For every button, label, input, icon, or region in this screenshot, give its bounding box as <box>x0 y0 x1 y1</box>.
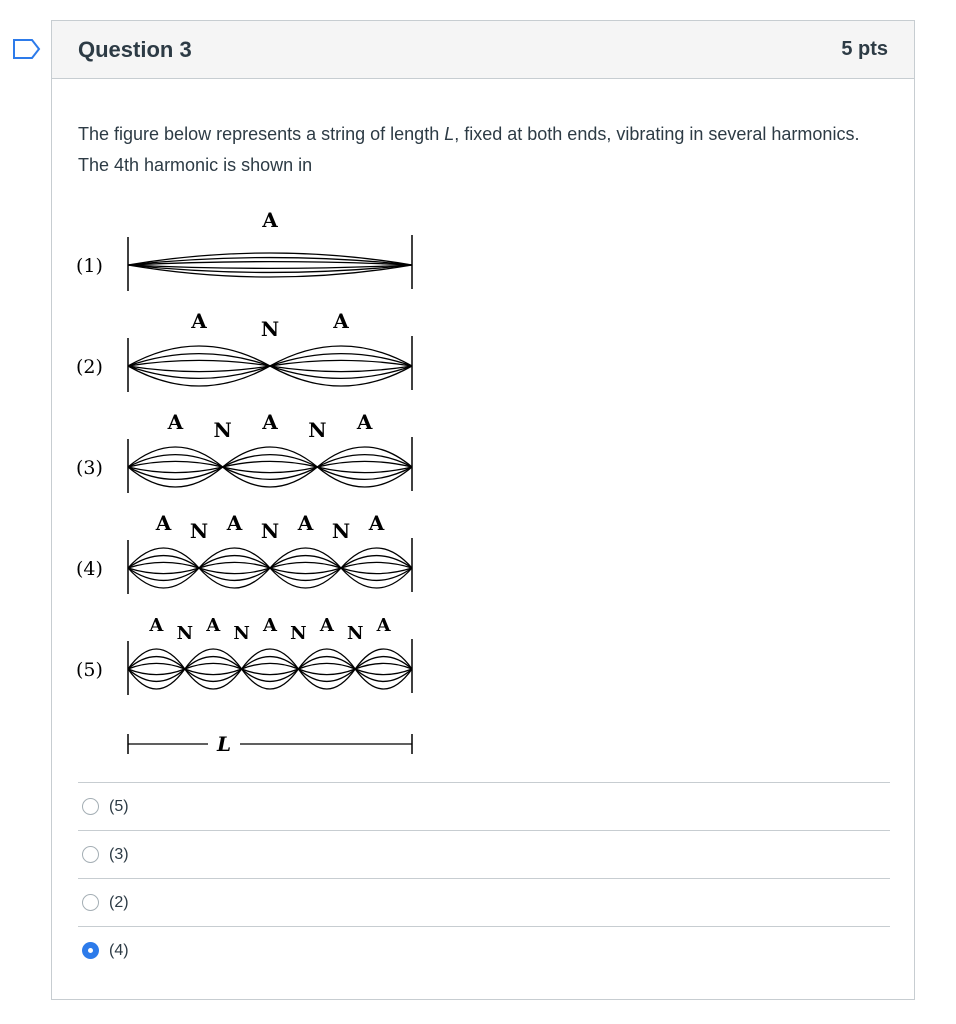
antinode-marker: A <box>167 410 184 434</box>
answer-label: (5) <box>109 797 129 815</box>
answer-label: (4) <box>109 941 129 959</box>
node-marker: N <box>308 418 327 442</box>
antinode-marker: A <box>368 511 385 535</box>
node-marker: N <box>331 519 351 543</box>
antinode-marker: A <box>149 615 164 636</box>
node-marker: N <box>189 519 209 543</box>
standing-wave-curve <box>128 467 412 487</box>
radio-selected-icon[interactable] <box>82 942 99 959</box>
node-marker: N <box>290 623 307 644</box>
radio-button[interactable] <box>82 846 99 863</box>
standing-wave-curve <box>128 548 412 568</box>
question-text-part: The figure below represents a string of length <box>78 124 445 144</box>
antinode-marker: A <box>319 615 334 636</box>
antinode-marker: A <box>262 208 278 232</box>
antinode-marker: A <box>297 511 314 535</box>
antinode-marker: A <box>191 309 207 333</box>
answer-label: (3) <box>109 845 129 863</box>
antinode-marker: A <box>356 410 373 434</box>
question-text-variable: L <box>444 124 455 144</box>
answer-label: (2) <box>109 893 129 911</box>
standing-wave-curve <box>128 461 412 467</box>
harmonics-figure <box>76 199 436 759</box>
antinode-marker: A <box>376 615 391 636</box>
standing-wave-curve <box>128 265 412 268</box>
standing-wave-curve <box>128 556 412 568</box>
question-card <box>51 20 915 1000</box>
answer-option[interactable] <box>78 830 890 878</box>
node-marker: N <box>176 623 194 644</box>
question-points: 5 pts <box>841 38 888 60</box>
harmonic-label: (2) <box>76 356 103 378</box>
standing-wave-curve <box>128 366 412 378</box>
answer-option[interactable] <box>78 926 890 974</box>
node-marker: N <box>233 623 250 644</box>
harmonic-label: (5) <box>76 659 103 681</box>
standing-wave-curve <box>128 262 412 265</box>
answer-option[interactable] <box>78 878 890 926</box>
standing-wave-curve <box>128 663 412 669</box>
question-body <box>52 79 914 759</box>
standing-wave-curve <box>128 568 412 580</box>
answer-option[interactable] <box>78 782 890 830</box>
standing-wave-curve <box>128 568 412 588</box>
antinode-marker: A <box>333 309 349 333</box>
antinode-marker: A <box>206 615 221 636</box>
antinode-marker: A <box>226 511 243 535</box>
standing-wave-curve <box>128 467 412 473</box>
antinode-marker: A <box>155 511 172 535</box>
standing-wave-curve <box>128 354 412 366</box>
antinode-marker: A <box>262 410 278 434</box>
standing-wave-curve <box>128 366 412 372</box>
answer-list <box>78 782 890 974</box>
length-label: L <box>216 732 232 756</box>
harmonic-label: (3) <box>76 457 103 479</box>
radio-button[interactable] <box>82 798 99 815</box>
standing-wave-curve <box>128 447 412 467</box>
node-marker: N <box>260 317 280 341</box>
bookmark-flag-icon[interactable] <box>12 38 42 60</box>
question-header <box>52 21 914 79</box>
radio-button[interactable] <box>82 894 99 911</box>
node-marker: N <box>213 418 232 442</box>
node-marker: N <box>346 623 364 644</box>
question-text <box>78 119 868 181</box>
question-text-part: , fixed at both ends, vibrating in several harmonics. The 4th harmonic is shown in <box>78 124 860 175</box>
standing-wave-curve <box>128 669 412 675</box>
harmonic-label: (1) <box>76 255 103 277</box>
antinode-marker: A <box>263 615 277 636</box>
node-marker: N <box>260 519 280 543</box>
harmonic-label: (4) <box>76 558 103 580</box>
question-title: Question 3 <box>78 36 192 62</box>
standing-wave-curve <box>128 360 412 366</box>
